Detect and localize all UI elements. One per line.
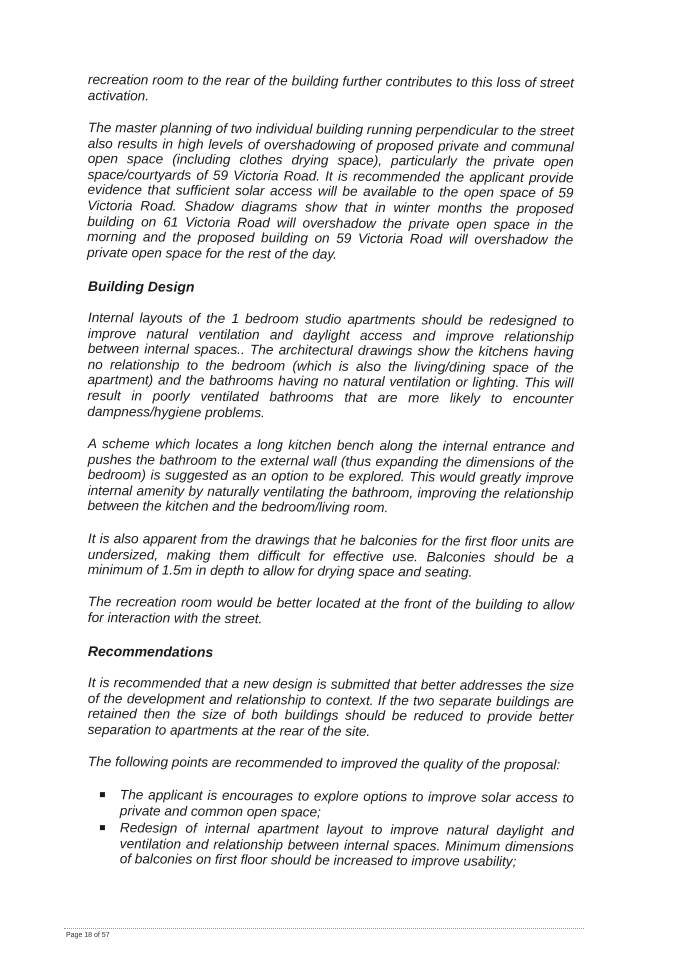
paragraph-points-intro: The following points are recommended to improved the quality of the proposal: xyxy=(87,754,561,773)
paragraph-overshadowing: The master planning of two individual building running perpendicular to the street also results in high levels of overshadowing of proposed private and communal open space (including clothes drying space), particularly the private open space/courtyards of 59 Victoria Road. It is recommended the applicant provide evidence that sufficient solar access will be available to the open space of 59 Victoria Road. Shadow diagrams show that in winter months the proposed building on 61 Victoria Road will overshadow the private open space in the morning and the proposed building on 59 Victoria Road will overshadow the private open space for the rest of the day. xyxy=(87,120,574,262)
heading-recommendations: Recommendations xyxy=(87,642,214,660)
paragraph-street-activation: recreation room to the rear of the building further contributes to this loss of street activation. xyxy=(87,72,574,104)
paragraph-balconies: It is also apparent from the drawings that he balconies for the first floor units are undersized, making them difficult for effective use. Balconies should be a minimum of 1.5m in depth to allow for drying space and seating. xyxy=(87,530,574,580)
paragraph-recreation-room: The recreation room would be better located at the front of the building to allow for interaction with the street. xyxy=(87,594,574,627)
heading-building-design: Building Design xyxy=(87,277,195,295)
recommendation-list xyxy=(88,787,574,867)
list-item xyxy=(88,787,574,822)
square-bullet-icon xyxy=(100,792,105,797)
square-bullet-icon xyxy=(100,825,105,830)
paragraph-kitchen-scheme: A scheme which locates a long kitchen bench along the internal entrance and pushes the bathroom to the external wall (thus expanding the dimensions of the bedroom) is suggested as an option to be explored. This would greatly improve internal amenity by naturally ventilating the bathroom, improving the relationship between the kitchen and the bedroom/living room. xyxy=(87,435,574,516)
page-number: Page 18 of 57 xyxy=(66,932,110,939)
list-item xyxy=(88,820,574,870)
paragraph-internal-layouts: Internal layouts of the 1 bedroom studio apartments should be redesigned to improve natural ventilation and daylight access and improve relationship between internal spaces.. The architectural drawings show the kitchens having no relationship to the bedroom (which is also the living/dining space of the apartment) and the bathrooms having no natural ventilation or lighting. This will result in poorly ventilated bathrooms that are more likely to encounter dampness/hygiene problems. xyxy=(87,309,574,420)
paragraph-new-design: It is recommended that a new design is submitted that better addresses the size of the development and relationship to context. If the two separate buildings are retained then the size of both buildings should be reduced to provide better separation to apartments at the rear of the site. xyxy=(87,674,574,739)
document-body xyxy=(88,72,574,869)
list-item-text: The applicant is encourages to explore options to improve solar access to private and common open space; xyxy=(119,786,574,819)
footer-divider xyxy=(64,928,584,929)
list-item-text: Redesign of internal apartment layout to improve natural daylight and ventilation and relationship between internal spaces. Minimum dimensions of balconies on first floor should be increased to improve usability; xyxy=(119,820,574,869)
